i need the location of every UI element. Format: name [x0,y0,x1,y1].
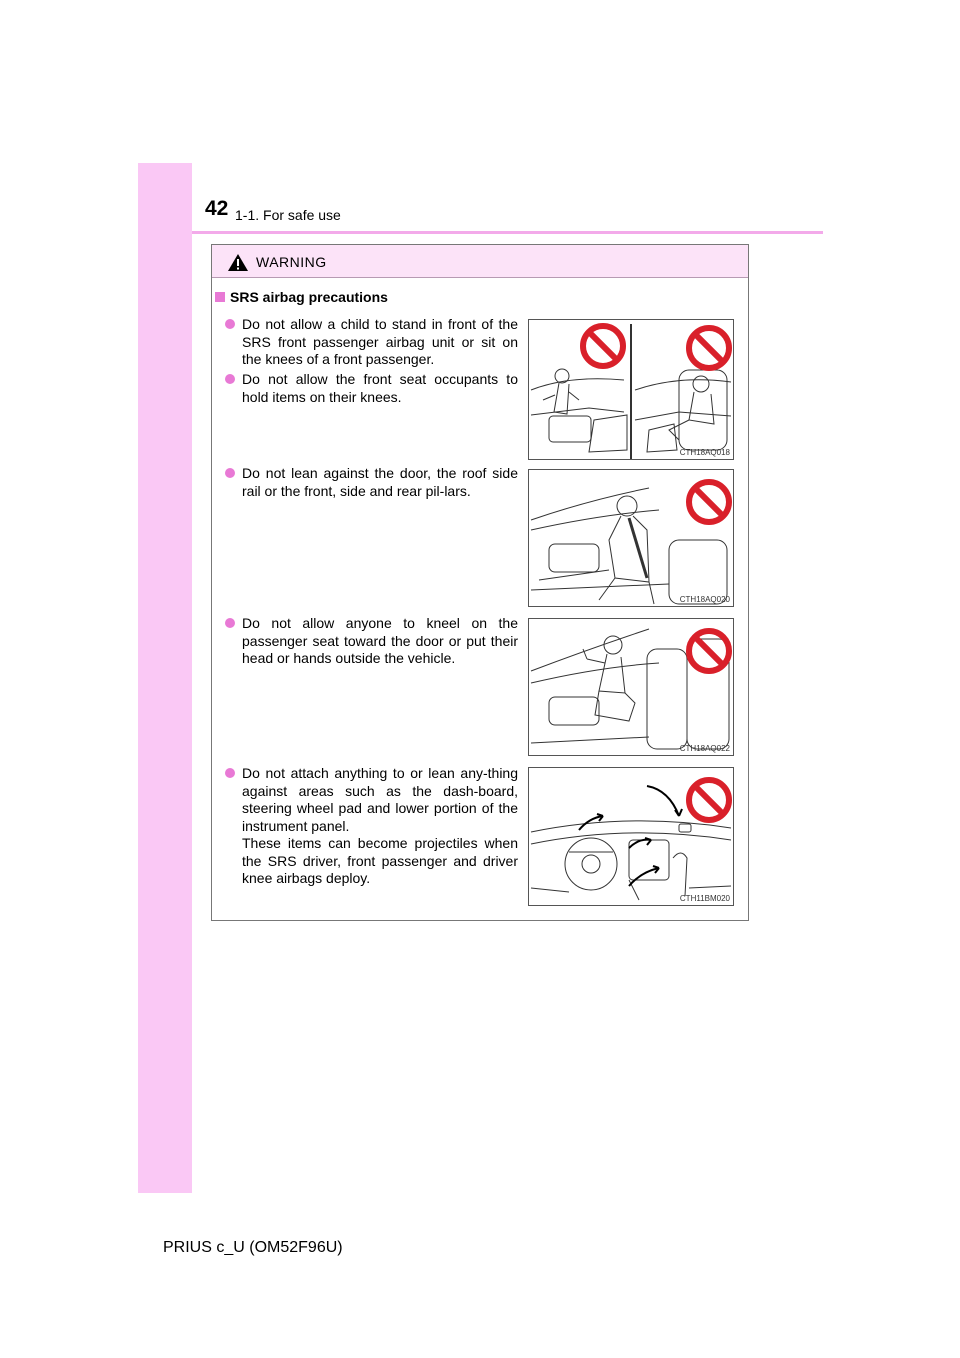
subheading: SRS airbag precautions [212,289,388,305]
child-front-seat-drawing [529,320,733,459]
bullet-dot-icon [225,768,235,778]
bullet-dot-icon [225,618,235,628]
prohibition-icon [689,631,729,671]
illustration-code: CTH18AQ022 [679,744,730,753]
illustration-dashboard [528,767,734,906]
illustration-code: CTH18AQ018 [679,448,730,457]
warning-box [211,244,749,921]
warning-triangle-icon [227,253,249,272]
prohibition-icon [689,482,729,522]
prohibition-icon [689,780,729,820]
prohibition-icon [689,328,729,368]
bullet-item: Do not lean against the door, the roof side rail or the front, side and rear pil-lars. [225,465,518,500]
bullet-dot-icon [225,374,235,384]
square-bullet-icon [215,292,225,302]
bullet-item: Do not allow anyone to kneel on the passenger seat toward the door or put their head or hands outside the vehicle. [225,615,518,668]
illustration-child-front-seat [528,319,734,460]
footer-model: PRIUS c_U (OM52F96U) [163,1239,343,1256]
illustration-kneel-seat [528,618,734,756]
warning-title: WARNING [256,254,327,270]
bullet-dot-icon [225,468,235,478]
side-tab-strip [138,163,192,1193]
illustration-code: CTH18AQ020 [679,595,730,604]
warning-header [212,245,748,278]
prohibition-icon [583,326,623,366]
header-divider [192,231,823,234]
illustration-code: CTH11BM020 [679,894,730,903]
section-title: 1-1. For safe use [235,207,341,223]
lean-door-drawing [529,470,733,606]
kneel-seat-drawing [529,619,733,755]
bullet-item: Do not allow a child to stand in front of the SRS front passenger airbag unit or sit on the knees of a front passenger. [225,316,518,369]
bullet-continuation: These items can become projectiles when the SRS driver, front passenger and driver knee airbags deploy. [242,835,518,886]
bullet-dot-icon [225,319,235,329]
bullet-item: Do not attach anything to or lean any-thing against areas such as the dash-board, steering wheel pad and lower portion of the instrument panel. These items can become projectiles when the SRS driver, front passenger and driver knee airbags deploy. [225,765,518,888]
illustration-lean-door [528,469,734,607]
bullet-item: Do not allow the front seat occupants to hold items on their knees. [225,371,518,406]
dashboard-drawing [529,768,733,905]
page-number: 42 [205,197,229,220]
